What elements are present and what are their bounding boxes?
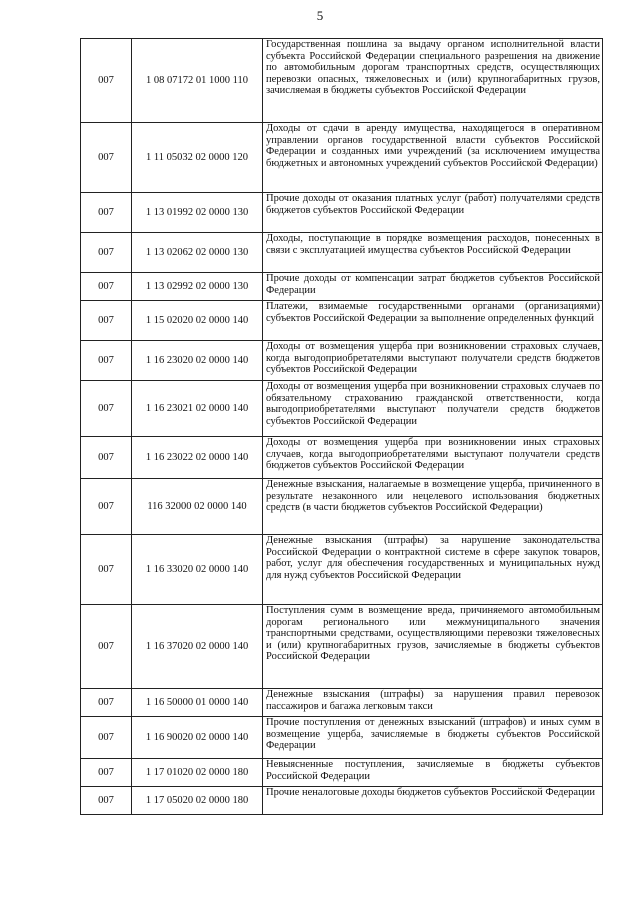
table-row <box>81 381 603 437</box>
kbk-code-cell: 1 16 50000 01 0000 140 <box>132 689 263 717</box>
description-cell: Доходы от возмещения ущерба при возникновении страховых случаев, когда выгодоприобретателями выступают получатели средств бюджетов субъектов Российской Федерации <box>263 341 603 381</box>
description-cell: Денежные взыскания (штрафы) за нарушение законодательства Российской Федерации о контрактной системе в сфере закупок товаров, работ, услуг для обеспечения государственных и муниципальных нужд для нужд субъектов Российской Федерации <box>263 535 603 605</box>
admin-code-cell: 007 <box>81 341 132 381</box>
admin-code-cell: 007 <box>81 717 132 759</box>
kbk-code-cell: 1 13 02992 02 0000 130 <box>132 273 263 301</box>
kbk-code-cell: 1 08 07172 01 1000 110 <box>132 39 263 123</box>
description-cell: Прочие неналоговые доходы бюджетов субъектов Российской Федерации <box>263 787 603 815</box>
admin-code-cell: 007 <box>81 605 132 689</box>
description-cell: Денежные взыскания, налагаемые в возмещение ущерба, причиненного в результате незаконного или нецелевого использования бюджетных средств (в части бюджетов субъектов Российской Федерации) <box>263 479 603 535</box>
admin-code-cell: 007 <box>81 233 132 273</box>
kbk-code-cell: 1 16 37020 02 0000 140 <box>132 605 263 689</box>
admin-code-cell: 007 <box>81 39 132 123</box>
description-cell: Денежные взыскания (штрафы) за нарушения правил перевозок пассажиров и багажа легковым такси <box>263 689 603 717</box>
description-cell: Доходы от сдачи в аренду имущества, находящегося в оперативном управлении органов государственной власти субъектов Российской Федерации и созданных ими учреждений (за исключением имущества бюджетных и автономных учреждений субъектов Российской Федерации) <box>263 123 603 193</box>
table-row <box>81 759 603 787</box>
description-cell: Прочие поступления от денежных взысканий (штрафов) и иных сумм в возмещение ущерба, зачисляемые в бюджеты субъектов Российской Федерации <box>263 717 603 759</box>
description-cell: Прочие доходы от компенсации затрат бюджетов субъектов Российской Федерации <box>263 273 603 301</box>
table-row <box>81 39 603 123</box>
kbk-code-cell: 1 17 01020 02 0000 180 <box>132 759 263 787</box>
table-row <box>81 479 603 535</box>
table-row <box>81 193 603 233</box>
table-row <box>81 437 603 479</box>
admin-code-cell: 007 <box>81 787 132 815</box>
kbk-code-cell: 1 16 23020 02 0000 140 <box>132 341 263 381</box>
admin-code-cell: 007 <box>81 759 132 787</box>
kbk-code-cell: 1 16 33020 02 0000 140 <box>132 535 263 605</box>
description-cell: Невыясненные поступления, зачисляемые в бюджеты субъектов Российской Федерации <box>263 759 603 787</box>
kbk-code-cell: 1 13 02062 02 0000 130 <box>132 233 263 273</box>
description-cell: Платежи, взимаемые государственными органами (организациями) субъектов Российской Федерации за выполнение определенных функций <box>263 301 603 341</box>
kbk-code-cell: 116 32000 02 0000 140 <box>132 479 263 535</box>
kbk-code-cell: 1 13 01992 02 0000 130 <box>132 193 263 233</box>
description-cell: Прочие доходы от оказания платных услуг (работ) получателями средств бюджетов субъектов Российской Федерации <box>263 193 603 233</box>
table-row <box>81 605 603 689</box>
table-row <box>81 233 603 273</box>
table-row <box>81 301 603 341</box>
revenue-codes-table <box>80 38 603 815</box>
description-cell: Поступления сумм в возмещение вреда, причиняемого автомобильным дорогам регионального или межмуниципального значения транспортными средствами, осуществляющими перевозки тяжеловесных и (или) крупногабаритных грузов, зачисляемые в бюджеты субъектов Российской Федерации <box>263 605 603 689</box>
kbk-code-cell: 1 16 23021 02 0000 140 <box>132 381 263 437</box>
admin-code-cell: 007 <box>81 301 132 341</box>
kbk-code-cell: 1 15 02020 02 0000 140 <box>132 301 263 341</box>
kbk-code-cell: 1 16 90020 02 0000 140 <box>132 717 263 759</box>
kbk-code-cell: 1 16 23022 02 0000 140 <box>132 437 263 479</box>
admin-code-cell: 007 <box>81 479 132 535</box>
table-row <box>81 123 603 193</box>
kbk-code-cell: 1 17 05020 02 0000 180 <box>132 787 263 815</box>
table-row <box>81 787 603 815</box>
admin-code-cell: 007 <box>81 123 132 193</box>
table-row <box>81 689 603 717</box>
admin-code-cell: 007 <box>81 193 132 233</box>
page-number: 5 <box>316 8 324 23</box>
table-row <box>81 717 603 759</box>
description-cell: Доходы от возмещения ущерба при возникновении страховых случаев по обязательному страхованию гражданской ответственности, когда выгодоприобретателями выступают получатели средств бюджетов субъектов Российской Федерации <box>263 381 603 437</box>
admin-code-cell: 007 <box>81 535 132 605</box>
admin-code-cell: 007 <box>81 381 132 437</box>
description-cell: Государственная пошлина за выдачу органом исполнительной власти субъекта Российской Федерации специального разрешения на движение по автомобильным дорогам транспортных средств, осуществляющих перевозки опасных, тяжеловесных и (или) крупногабаритных грузов, зачисляемая в бюджеты субъектов Российской Федерации <box>263 39 603 123</box>
kbk-code-cell: 1 11 05032 02 0000 120 <box>132 123 263 193</box>
table-row <box>81 273 603 301</box>
description-cell: Доходы, поступающие в порядке возмещения расходов, понесенных в связи с эксплуатацией имущества субъектов Российской Федерации <box>263 233 603 273</box>
admin-code-cell: 007 <box>81 689 132 717</box>
admin-code-cell: 007 <box>81 437 132 479</box>
table-row <box>81 535 603 605</box>
description-cell: Доходы от возмещения ущерба при возникновении иных страховых случаев, когда выгодоприобретателями выступают получатели средств бюджетов субъектов Российской Федерации <box>263 437 603 479</box>
table-row <box>81 341 603 381</box>
admin-code-cell: 007 <box>81 273 132 301</box>
